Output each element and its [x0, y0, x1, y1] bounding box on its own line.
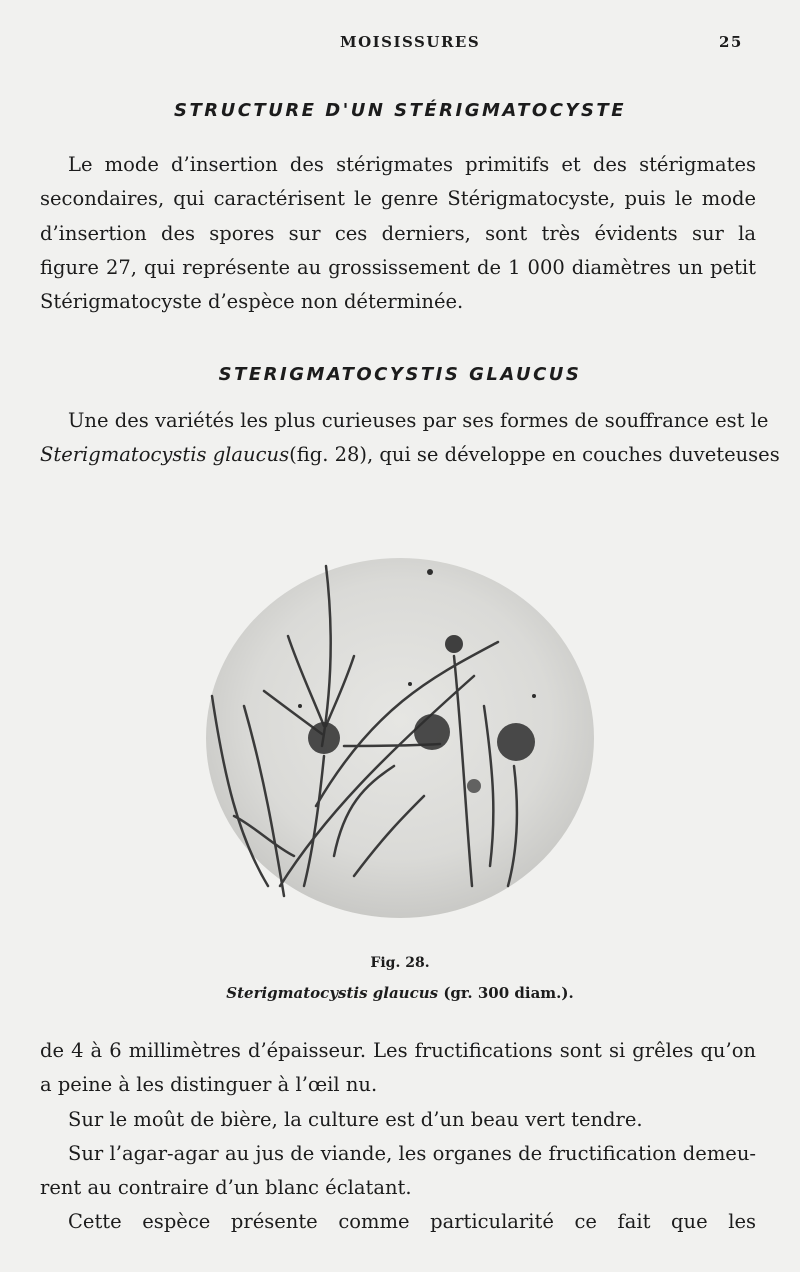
text-line: Cette espèce présente comme particularité ce fait que les: [68, 1210, 756, 1234]
section-heading-glaucus: STERIGMATOCYSTIS GLAUCUS: [218, 364, 582, 385]
paragraph-glaucus: [40, 404, 780, 473]
figure-number: Fig. 28.: [370, 955, 430, 971]
text-line: secondaires, qui caractérisent le genre Stérigmatocyste, puis le mode: [40, 187, 756, 211]
species-name-italic: Sterigmatocystis glaucus: [40, 443, 290, 467]
text-line: [40, 438, 780, 472]
text-line: a peine à les distinguer à l’œil nu.: [40, 1073, 378, 1097]
section-heading-structure: STRUCTURE D'UN STÉRIGMATOCYSTE: [174, 100, 626, 121]
paragraph-structure: [40, 148, 756, 319]
text-line: Une des variétés les plus curieuses par ses formes de souffrance est le: [68, 409, 769, 432]
figure-caption: [0, 984, 800, 1002]
running-head-title: MOISISSURES: [340, 33, 481, 51]
caption-magnification: (gr. 300 diam.).: [443, 984, 574, 1002]
caption-species-italic: Sterigmatocystis glaucus: [226, 984, 439, 1002]
text-line: d’insertion des spores sur ces derniers, sont très évidents sur la: [40, 221, 756, 245]
text-line: rent au contraire d’un blanc éclatant.: [40, 1176, 412, 1200]
page-number: 25: [719, 33, 743, 51]
text-span: (fig. 28), qui se développe en couches duveteuses: [289, 443, 780, 467]
text-line: Stérigmatocyste d’espèce non déterminée.: [40, 290, 464, 314]
microscope-field: [206, 558, 594, 918]
text-line: Sur le moût de bière, la culture est d’un beau vert tendre.: [68, 1107, 643, 1131]
text-line: Le mode d’insertion des stérigmates primitifs et des stérigmates: [68, 153, 756, 176]
paragraph-description: [40, 1034, 756, 1240]
micrograph-figure: [204, 556, 596, 920]
text-line: Sur l’agar-agar au jus de viande, les organes de fructification demeu-: [68, 1141, 756, 1165]
text-line: de 4 à 6 millimètres d’épaisseur. Les fructifications sont si grêles qu’on: [40, 1039, 756, 1062]
text-line: figure 27, qui représente au grossissement de 1 000 diamètres un petit: [40, 255, 756, 279]
